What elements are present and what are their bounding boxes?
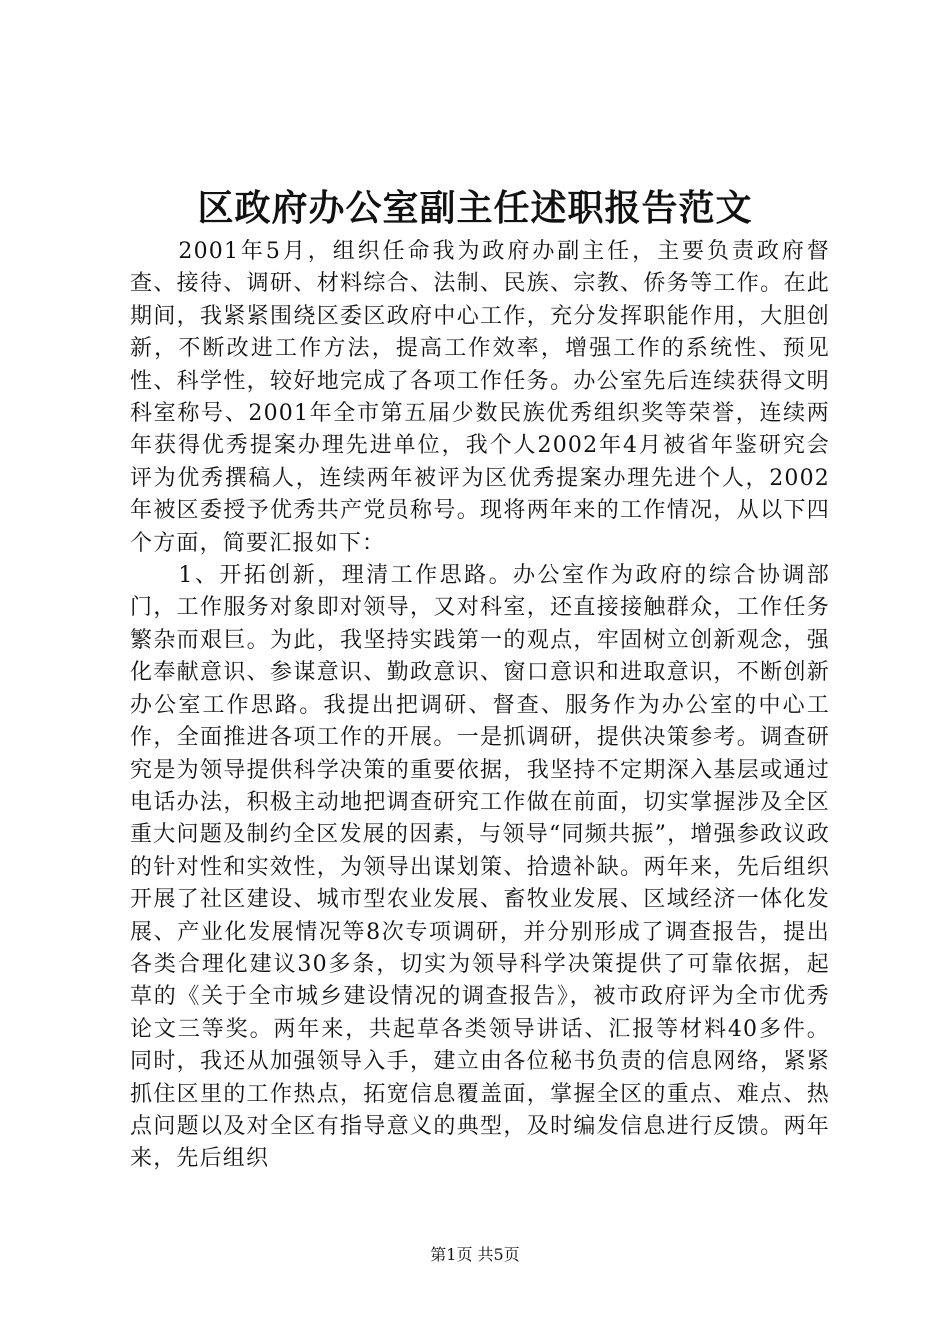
paragraph-section-1: 1、开拓创新，理清工作思路。办公室作为政府的综合协调部门，工作服务对象即对领导，又对科室，还直接接触群众，工作任务繁杂而艰巨。为此，我坚持实践第一的观点，牢固树立创新观念，强化奉献意识、参谋意识、勤政意识、窗口意识和进取意识，不断创新办公室工作思路。我提出把调研、督查、服务作为办公室的中心工作，全面推进各项工作的开展。一是抓调研，提供决策参考。调查研究是为领导提供科学决策的重要依据，我坚持不定期深入基层或通过电话办法，积极主动地把调查研究工作做在前面，切实掌握涉及全区重大问题及制约全区发展的因素，与领导“同频共振”，增强参政议政的针对性和实效性，为领导出谋划策、拾遗补缺。两年来，先后组织开展了社区建设、城市型农业发展、畜牧业发展、区域经济一体化发展、产业化发展情况等8次专项调研，并分别形成了调查报告，提出各类合理化建议30多条，切实为领导科学决策提供了可靠依据，起草的《关于全市城乡建设情况的调查报告》，被市政府评为全市优秀论文三等奖。两年来，共起草各类领导讲话、汇报等材料40多件。同时，我还从加强领导入手，建立由各位秘书负责的信息网络，紧紧抓住区里的工作热点，拓宽信息覆盖面，掌握全区的重点、难点、热点问题以及对全区有指导意义的典型，及时编发信息进行反馈。两年来，先后组织 [130, 563, 830, 1172]
paragraph-intro: 2001年5月，组织任命我为政府办副主任，主要负责政府督查、接待、调研、材料综合、法制、民族、宗教、侨务等工作。在此期间，我紧紧围绕区委区政府中心工作，充分发挥职能作用，大胆创新，不断改进工作方法，提高工作效率，增强工作的系统性、预见性、科学性，较好地完成了各项工作任务。办公室先后连续获得文明科室称号、2001年全市第五届少数民族优秀组织奖等荣誉，连续两年获得优秀提案办理先进单位，我个人2002年4月被省年鉴研究会评为优秀撰稿人，连续两年被评为区优秀提案办理先进个人，2002年被区委授予优秀共产党员称号。现将两年来的工作情况，从以下四个方面，简要汇报如下： [130, 239, 830, 556]
document-body [130, 236, 830, 1176]
page-number-footer: 第1页 共5页 [430, 1245, 520, 1264]
document-title: 区政府办公室副主任述职报告范文 [197, 187, 753, 229]
